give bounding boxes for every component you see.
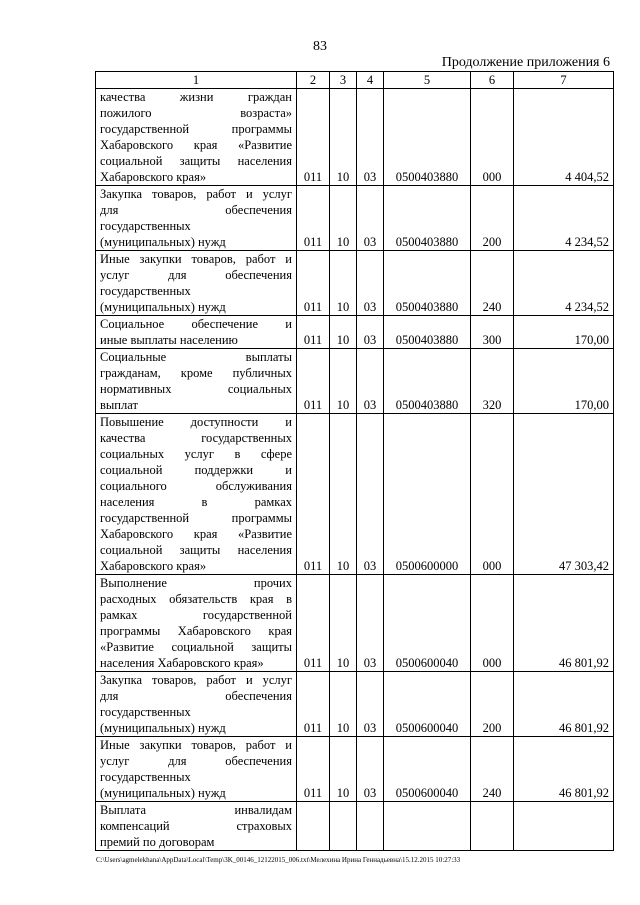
amount-cell: 4 404,52 <box>514 89 614 186</box>
row-name-line: выплат <box>100 398 138 412</box>
row-name-line: Выполнение прочих <box>100 576 292 590</box>
code-gov-cell: 011 <box>297 316 330 349</box>
row-name-line: государственных <box>100 219 191 233</box>
row-name-line: компенсаций страховых <box>100 819 292 833</box>
code-subsection-cell: 03 <box>357 737 384 802</box>
code-section-cell: 10 <box>330 737 357 802</box>
row-name-cell <box>96 349 297 414</box>
column-header: 1 <box>96 72 297 89</box>
code-type-cell: 000 <box>471 89 514 186</box>
column-header: 7 <box>514 72 614 89</box>
code-gov-cell: 011 <box>297 89 330 186</box>
table-row <box>96 575 614 672</box>
column-header: 4 <box>357 72 384 89</box>
row-name-line: (муниципальных) нужд <box>100 786 226 800</box>
code-target-cell: 0500403880 <box>384 186 471 251</box>
row-name-line: рамках государственной <box>100 608 292 622</box>
table-row <box>96 316 614 349</box>
row-name-line: Социальное обеспечение и <box>100 317 292 331</box>
code-gov-cell <box>297 802 330 851</box>
row-name-cell <box>96 575 297 672</box>
row-name-cell <box>96 251 297 316</box>
code-subsection-cell: 03 <box>357 349 384 414</box>
code-subsection-cell: 03 <box>357 186 384 251</box>
budget-table <box>95 71 614 851</box>
code-type-cell: 200 <box>471 672 514 737</box>
code-subsection-cell: 03 <box>357 316 384 349</box>
row-name-line: Закупка товаров, работ и услуг <box>100 187 292 201</box>
code-subsection-cell: 03 <box>357 251 384 316</box>
row-name-line: «Развитие социальной защиты <box>100 640 292 654</box>
row-name-cell <box>96 186 297 251</box>
row-name-line: Хабаровского края «Развитие <box>100 138 292 152</box>
code-section-cell <box>330 802 357 851</box>
amount-cell: 46 801,92 <box>514 575 614 672</box>
amount-cell: 46 801,92 <box>514 672 614 737</box>
row-name-cell <box>96 672 297 737</box>
amount-cell <box>514 802 614 851</box>
row-name-line: государственных <box>100 770 191 784</box>
code-section-cell: 10 <box>330 672 357 737</box>
row-name-line: социальной защиты населения <box>100 154 292 168</box>
row-name-line: качества государственных <box>100 431 292 445</box>
code-target-cell: 0500600000 <box>384 414 471 575</box>
row-name-line: расходных обязательств края в <box>100 592 292 606</box>
column-header: 2 <box>297 72 330 89</box>
code-target-cell <box>384 802 471 851</box>
table-row <box>96 251 614 316</box>
row-name-line: Повышение доступности и <box>100 415 292 429</box>
code-gov-cell: 011 <box>297 251 330 316</box>
code-section-cell: 10 <box>330 89 357 186</box>
table-header-row <box>96 72 614 89</box>
amount-cell: 4 234,52 <box>514 251 614 316</box>
table-row <box>96 414 614 575</box>
code-subsection-cell: 03 <box>357 575 384 672</box>
row-name-line: качества жизни граждан <box>100 90 292 104</box>
code-gov-cell: 011 <box>297 414 330 575</box>
amount-cell: 170,00 <box>514 349 614 414</box>
row-name-line: услуг для обеспечения <box>100 268 292 282</box>
code-section-cell: 10 <box>330 575 357 672</box>
row-name-line: социальных услуг в сфере <box>100 447 292 461</box>
code-section-cell: 10 <box>330 349 357 414</box>
amount-cell: 4 234,52 <box>514 186 614 251</box>
row-name-line: Закупка товаров, работ и услуг <box>100 673 292 687</box>
row-name-line: (муниципальных) нужд <box>100 300 226 314</box>
row-name-line: Хабаровского края» <box>100 559 207 573</box>
code-gov-cell: 011 <box>297 737 330 802</box>
row-name-cell <box>96 89 297 186</box>
code-type-cell: 200 <box>471 186 514 251</box>
column-header: 6 <box>471 72 514 89</box>
code-section-cell: 10 <box>330 414 357 575</box>
row-name-line: Хабаровского края «Развитие <box>100 527 292 541</box>
row-name-line: Иные закупки товаров, работ и <box>100 252 292 266</box>
page-number: 83 <box>313 39 327 54</box>
table-row <box>96 89 614 186</box>
row-name-line: государственных <box>100 705 191 719</box>
row-name-line: (муниципальных) нужд <box>100 721 226 735</box>
row-name-line: Выплата инвалидам <box>100 803 292 817</box>
row-name-line: государственных <box>100 284 191 298</box>
code-type-cell: 000 <box>471 575 514 672</box>
row-name-line: социального обслуживания <box>100 479 292 493</box>
row-name-line: гражданам, кроме публичных <box>100 366 292 380</box>
column-header: 3 <box>330 72 357 89</box>
row-name-line: нормативных социальных <box>100 382 292 396</box>
row-name-line: государственной программы <box>100 511 292 525</box>
code-section-cell: 10 <box>330 251 357 316</box>
code-target-cell: 0500600040 <box>384 672 471 737</box>
code-type-cell: 300 <box>471 316 514 349</box>
code-gov-cell: 011 <box>297 575 330 672</box>
table-row <box>96 186 614 251</box>
row-name-cell <box>96 802 297 851</box>
row-name-line: пожилого возраста» <box>100 106 292 120</box>
row-name-line: (муниципальных) нужд <box>100 235 226 249</box>
row-name-line: Хабаровского края» <box>100 170 207 184</box>
row-name-cell <box>96 316 297 349</box>
code-target-cell: 0500403880 <box>384 349 471 414</box>
code-target-cell: 0500403880 <box>384 251 471 316</box>
code-type-cell: 320 <box>471 349 514 414</box>
amount-cell: 46 801,92 <box>514 737 614 802</box>
row-name-cell <box>96 414 297 575</box>
code-subsection-cell: 03 <box>357 672 384 737</box>
code-subsection-cell: 03 <box>357 89 384 186</box>
row-name-line: Социальные выплаты <box>100 350 292 364</box>
table-row <box>96 349 614 414</box>
row-name-line: населения Хабаровского края» <box>100 656 264 670</box>
row-name-line: для обеспечения <box>100 689 292 703</box>
row-name-line: государственной программы <box>100 122 292 136</box>
code-type-cell: 240 <box>471 737 514 802</box>
row-name-line: иные выплаты населению <box>100 333 238 347</box>
code-target-cell: 0500600040 <box>384 737 471 802</box>
row-name-line: программы Хабаровского края <box>100 624 292 638</box>
table-row <box>96 672 614 737</box>
code-gov-cell: 011 <box>297 186 330 251</box>
code-gov-cell: 011 <box>297 349 330 414</box>
table-row <box>96 802 614 851</box>
amount-cell: 47 303,42 <box>514 414 614 575</box>
row-name-line: для обеспечения <box>100 203 292 217</box>
table-row <box>96 737 614 802</box>
amount-cell: 170,00 <box>514 316 614 349</box>
row-name-line: социальной защиты населения <box>100 543 292 557</box>
code-type-cell: 240 <box>471 251 514 316</box>
row-name-line: социальной поддержки и <box>100 463 292 477</box>
code-section-cell: 10 <box>330 316 357 349</box>
row-name-line: услуг для обеспечения <box>100 754 292 768</box>
continuation-label: Продолжение приложения 6 <box>441 55 610 70</box>
code-target-cell: 0500403880 <box>384 89 471 186</box>
code-gov-cell: 011 <box>297 672 330 737</box>
row-name-line: премий по договорам <box>100 835 215 849</box>
code-subsection-cell: 03 <box>357 414 384 575</box>
row-name-line: Иные закупки товаров, работ и <box>100 738 292 752</box>
row-name-cell <box>96 737 297 802</box>
file-path-footer: C:\Users\agmelekhana\AppData\Local\Temp\3K_00146_12122015_006.txt\Мелехина Ирина Геннадьевна\15.12.2015 10:27:33 <box>96 856 461 864</box>
column-header: 5 <box>384 72 471 89</box>
code-subsection-cell <box>357 802 384 851</box>
code-type-cell <box>471 802 514 851</box>
row-name-line: населения в рамках <box>100 495 292 509</box>
code-target-cell: 0500600040 <box>384 575 471 672</box>
code-target-cell: 0500403880 <box>384 316 471 349</box>
code-section-cell: 10 <box>330 186 357 251</box>
code-type-cell: 000 <box>471 414 514 575</box>
